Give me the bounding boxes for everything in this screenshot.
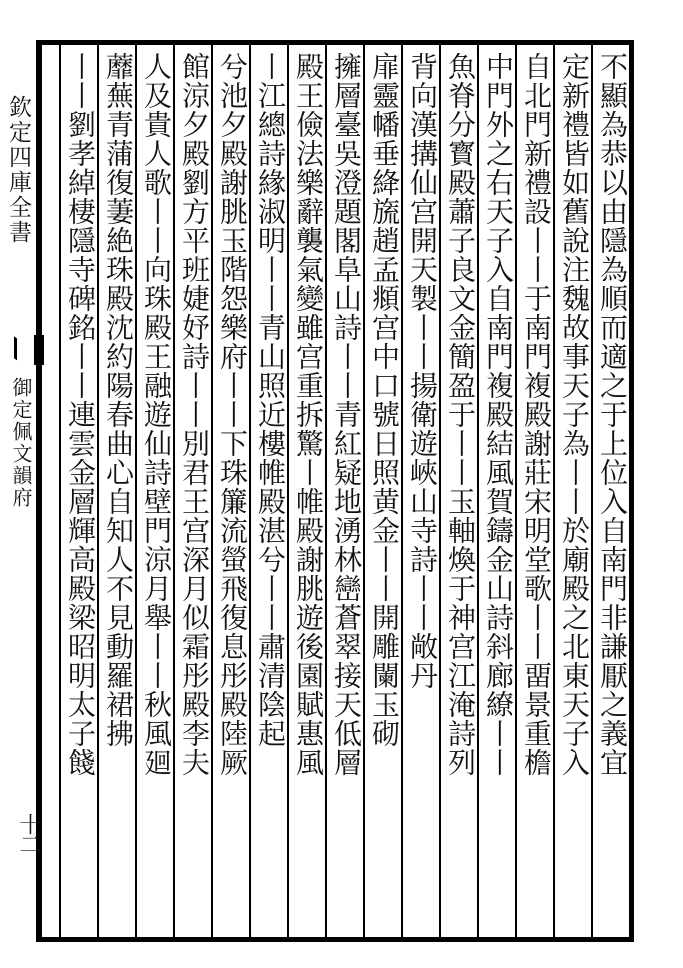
- text-column: 不顯為恭以由隱為順而適之于上位入自南門非謙厭之義宜: [596, 52, 629, 777]
- text-column: 蘼蕪青蒲復萋絶珠殿沈約陽春曲心自知人不見動羅裙拂: [102, 52, 135, 748]
- text-column: 館涼夕殿劉方平班婕妤詩丨丨別君王宫深月似霜彤殿李夫: [178, 52, 211, 777]
- page-number: 十二: [16, 813, 41, 853]
- text-column: 殿王儉法樂辭襲氣變雖宫重拆驚丨帷殿謝朓遊後園賦惠風: [292, 52, 325, 777]
- text-column: 扉靈幡垂絳旒趙孟頫宫中口號日照黄金丨丨開雕闌玉砌: [368, 52, 401, 748]
- text-column: 中門外之右天子入自南門複殿結風賀鑄金山詩斜廊繚丨丨: [482, 52, 515, 777]
- text-column: 丨丨劉孝綽棲隱寺碑銘丨丨連雲金層輝高殿梁昭明太子餞: [64, 52, 97, 777]
- text-column: 自北門新禮設丨丨于南門複殿謝莊宋明堂歌丨丨畱景重檐: [520, 52, 553, 777]
- text-column: 定新禮皆如舊說注魏故事天子為丨丨於廟殿之北東天子入: [558, 52, 591, 777]
- text-column: 兮池夕殿謝朓玉階怨樂府丨丨下珠簾流螢飛復息彤殿陸厥: [216, 52, 249, 777]
- page-edge-strip: [0, 45, 41, 937]
- text-column-hidden: [42, 52, 62, 932]
- book-title: 欽定四庫全書: [5, 95, 31, 245]
- text-column: 魚脊分寳殿蕭子良文金簡盈于丨丨玉軸煥于神宫江淹詩列: [444, 52, 477, 777]
- text-column: 背向漢搆仙宫開天製丨丨揚衛遊峽山寺詩丨丨敞丹: [406, 52, 439, 690]
- text-column: 丨江總詩緣淑明丨丨青山照近樓帷殿湛兮丨丨肅清陰起: [254, 52, 287, 748]
- work-title: 御定佩文韻府: [9, 377, 33, 509]
- text-column: 人及貴人歌丨丨向珠殿王融遊仙詩壁門涼月舉丨丨秋風廻: [140, 52, 173, 777]
- text-column: 擁層臺吳澄題閣阜山詩丨丨青紅疑地湧林巒蒼翠接天低層: [330, 52, 363, 777]
